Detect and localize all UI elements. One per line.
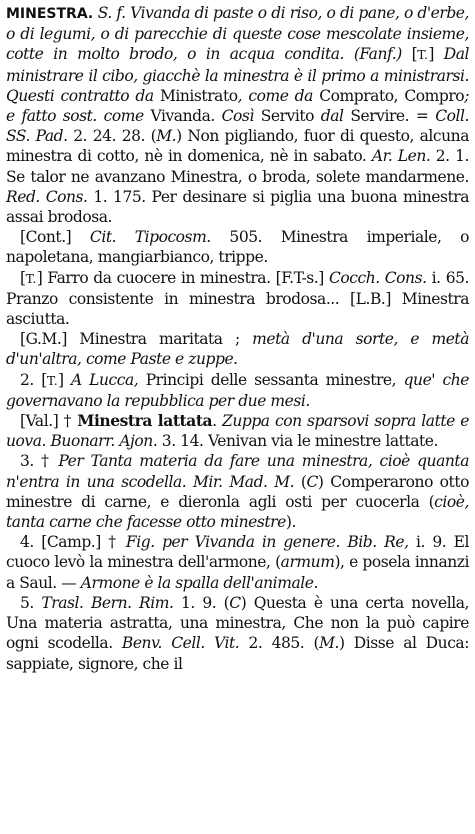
text-run: ; e fatto sost. come — [6, 86, 469, 126]
text-run: C — [306, 472, 318, 491]
entry-subsense — [6, 451, 469, 532]
text-run: Cit. Tipocosm. — [89, 228, 230, 247]
text-run: Armone è la spalla dell'animale. — [80, 573, 318, 592]
text-run: ] — [428, 45, 444, 64]
text-run: [Val.] † — [20, 412, 78, 431]
text-run: 2. 485. ( — [248, 634, 320, 653]
text-run: ( — [300, 472, 307, 491]
text-run: 2. 1. Se talor ne avanzano Minestra, o broda, solete mandarmene. — [6, 147, 469, 186]
text-run: , come da — [237, 86, 320, 105]
text-run: M. — [319, 634, 339, 653]
text-run: metà d'una sorte, e metà d'un'altra, come Paste e zuppe. — [6, 330, 469, 369]
text-run: Coll. SS. Pad. — [6, 107, 469, 146]
text-run: ) Questa è una certa novella, Una materia astratta, una minestra, Che non la può capire ogni scodella. — [6, 593, 469, 653]
text-run: ), e posela innanzi a Saul. — — [6, 553, 469, 592]
text-run: armum — [280, 553, 335, 572]
text-run: Fig. per Vivanda in genere. Bib. Re, — [125, 533, 416, 552]
entry-subsense — [6, 593, 469, 674]
text-run: Vivanda — [150, 107, 211, 126]
text-run: que' che governavano la repubblica per due mesi. — [6, 370, 470, 410]
text-run: Minestra lattata — [77, 411, 213, 431]
text-run: 2. 24. 28. ( — [73, 127, 157, 146]
text-run: Dal ministrare il cibo, giacchè la minestra è il primo a ministrarsi. Questi contratto da — [6, 45, 470, 105]
text-run: Per Tanta materia da fare una minestra, cioè quanta n'entra in una scodella. Mir. Mad. M. — [6, 452, 469, 491]
text-run: T. — [417, 47, 429, 63]
text-run: 4. [Camp.] † — [20, 533, 126, 552]
text-run: [G.M.] Minestra maritata ; — [20, 330, 253, 349]
text-run: Comprato, Compro — [319, 86, 465, 105]
text-run: ) Non pigliando, fuor di questo, alcuna minestra di cotto, nè in domenica, nè in sabato. — [6, 127, 469, 166]
text-run: ) Comperarono otto minestre di carne, e dieronla agli osti per cuocerla ( — [6, 472, 469, 511]
text-run: [Cont.] — [20, 228, 90, 247]
text-run: [ — [20, 268, 26, 287]
text-run: ) Disse al Duca: sappiate, signore, che il — [6, 634, 469, 673]
text-run: Cocch. Cons. — [328, 268, 432, 287]
text-run: 3. 14. Venivan via le minestre lattate. — [161, 432, 438, 451]
text-run: 505. Minestra imperiale, o napoletana, mangiarbianco, trippe. — [6, 228, 469, 267]
text-run: 2. [ — [20, 370, 47, 389]
text-run: A Lucca, — [71, 370, 146, 389]
entry-subsense — [6, 227, 469, 267]
text-run: M. — [156, 127, 177, 146]
entry-subsense — [6, 370, 469, 411]
text-run: . — [212, 412, 222, 431]
text-run: Principi delle sessanta minestre, — [145, 370, 404, 389]
text-run: T. — [25, 270, 37, 286]
text-run: i. 65. Pranzo consistente in minestra brodosa... [L.B.] Minestra asciutta. — [6, 268, 470, 329]
text-run: 1. 9. ( — [180, 593, 230, 612]
text-run: Servito — [260, 107, 315, 126]
text-run: Servire. = — [350, 107, 436, 126]
text-run: C — [229, 593, 241, 612]
text-run: Ministrato — [159, 86, 238, 105]
text-run: i. 9. El cuoco levò la minestra dell'armone, ( — [6, 533, 469, 572]
text-run: Benv. Cell. Vit. — [121, 634, 249, 653]
entry-definition — [6, 3, 469, 227]
text-run: [ — [411, 45, 418, 64]
text-run: Trasl. Bern. Rim. — [41, 593, 181, 612]
text-run: T. — [46, 372, 58, 388]
text-run: Red. Cons. — [6, 187, 94, 206]
text-run: . Così — [210, 107, 261, 126]
text-run: 5. — [20, 593, 42, 612]
text-run: Ar. Len. — [371, 147, 436, 166]
entry-subsense — [6, 411, 469, 451]
text-run: 3. † — [20, 452, 59, 471]
text-run: Zuppa con sparsovi sopra latte e uova. Buonarr. Ajon. — [6, 412, 469, 451]
text-run: cioè, tanta carne che facesse otto minestre — [6, 492, 469, 532]
entry-subsense — [6, 329, 469, 369]
text-run: dal — [314, 107, 351, 126]
headword: MINESTRA. — [6, 6, 94, 22]
text-run: ] Farro da cuocere in minestra. [F.T-s.] — [36, 268, 329, 287]
entry-subsense — [6, 268, 469, 330]
entry-subsense — [6, 532, 469, 593]
text-run: 1. 175. Per desinare si piglia una buona minestra assai brodosa. — [6, 187, 469, 227]
text-run: S. f. Vivanda di paste o di riso, o di pane, o d'erbe, o di legumi, o di parecchie di queste cose mescolate insieme, cotte in molto brodo, o in acqua condita. (Fanf.) — [6, 4, 469, 64]
text-run: ). — [285, 513, 296, 532]
text-run: ] — [57, 370, 71, 389]
